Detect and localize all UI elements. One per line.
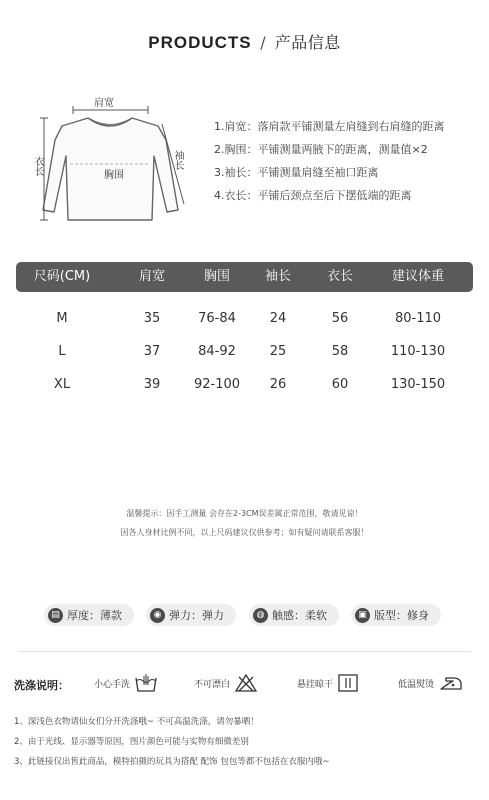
care-title: 洗涤说明： bbox=[14, 679, 69, 692]
care-label: 小心手洗 bbox=[94, 679, 131, 690]
cell-shoulder: 39 bbox=[143, 377, 161, 392]
cell-size: M bbox=[56, 311, 68, 326]
cell-sleeve: 26 bbox=[269, 377, 287, 392]
measurement-notes bbox=[214, 115, 445, 207]
fit-icon: ▣ bbox=[355, 608, 370, 623]
low-iron-icon bbox=[438, 673, 464, 693]
note-shoulder: 1.肩宽：落肩款平铺测量左肩缝到右肩缝的距离 bbox=[214, 120, 445, 133]
header-shoulder: 肩宽 bbox=[138, 269, 166, 284]
cell-length: 58 bbox=[331, 344, 349, 359]
header-size: 尺码(CM) bbox=[33, 269, 91, 284]
length-label: 衣长 bbox=[32, 156, 43, 176]
cell-size: L bbox=[58, 344, 66, 359]
touch-icon: ◍ bbox=[253, 608, 268, 623]
attribute-fit bbox=[351, 604, 441, 626]
cell-length: 56 bbox=[331, 311, 349, 326]
title-english: PRODUCTS bbox=[148, 33, 252, 52]
attribute-label: 版型：修身 bbox=[374, 609, 429, 622]
cell-chest: 76-84 bbox=[198, 311, 236, 326]
note-length: 4.衣长：平铺后颈点至后下摆低端的距离 bbox=[214, 189, 412, 202]
attribute-elasticity bbox=[146, 604, 236, 626]
shoulder-label: 肩宽 bbox=[94, 98, 114, 109]
footer-note: 1、深浅色衣物请仙女们分开洗涤哦~ 不可高温洗涤，请勿暴晒！ bbox=[14, 717, 259, 727]
attribute-label: 触感：柔软 bbox=[272, 609, 327, 622]
cell-chest: 84-92 bbox=[198, 344, 236, 359]
garment-diagram bbox=[28, 92, 198, 232]
footer-note: 2、由于光线、显示器等原因，图片颜色可能与实物有细微差别 bbox=[14, 737, 249, 747]
size-table-header bbox=[16, 262, 473, 292]
cell-shoulder: 37 bbox=[143, 344, 161, 359]
elasticity-icon: ◉ bbox=[150, 608, 165, 623]
hang-dry-icon bbox=[337, 673, 359, 693]
page-title bbox=[0, 30, 489, 53]
care-no-bleach bbox=[194, 673, 258, 693]
cell-sleeve: 24 bbox=[269, 311, 287, 326]
size-advice-tip: 因各人身材比例不同，以上尺码建议仅供参考；如有疑问请联系客服！ bbox=[120, 528, 369, 537]
header-length: 衣长 bbox=[326, 269, 354, 284]
note-sleeve: 3.袖长：平铺测量肩缝至袖口距离 bbox=[214, 166, 379, 179]
cell-sleeve: 25 bbox=[269, 344, 287, 359]
header-sleeve: 袖长 bbox=[264, 269, 292, 284]
attribute-thickness bbox=[44, 604, 134, 626]
section-divider bbox=[18, 651, 471, 652]
cell-length: 60 bbox=[331, 377, 349, 392]
care-hang-dry bbox=[297, 673, 359, 693]
header-weight: 建议体重 bbox=[391, 269, 445, 284]
attribute-label: 厚度：薄款 bbox=[67, 609, 122, 622]
attribute-label: 弹力：弹力 bbox=[169, 609, 224, 622]
title-separator: / bbox=[260, 33, 267, 52]
chest-label: 胸围 bbox=[104, 170, 124, 181]
cell-weight: 110-130 bbox=[390, 344, 446, 359]
care-label: 悬挂晾干 bbox=[297, 679, 334, 690]
footer-notes bbox=[14, 712, 329, 772]
note-chest: 2.胸围：平铺测量两腋下的距离，测量值×2 bbox=[214, 143, 428, 156]
care-label: 低温熨烫 bbox=[398, 679, 435, 690]
cell-weight: 80-110 bbox=[394, 311, 442, 326]
measurement-tip: 温馨提示：因手工测量 会存在2-3CM误差属正常范围，敬请见谅！ bbox=[126, 509, 363, 518]
care-low-iron bbox=[398, 673, 464, 693]
footer-note: 3、此链接仅出售此商品，模特拍摄的玩具为搭配 配饰 包包等都不包括在衣服内哦~ bbox=[14, 757, 330, 767]
hand-wash-icon bbox=[134, 673, 158, 693]
attribute-touch bbox=[249, 604, 339, 626]
cell-weight: 130-150 bbox=[390, 377, 446, 392]
sleeve-label: 袖长 bbox=[172, 150, 183, 170]
cell-size: XL bbox=[53, 377, 71, 392]
cell-shoulder: 35 bbox=[143, 311, 161, 326]
care-label: 不可漂白 bbox=[194, 679, 231, 690]
header-chest: 胸围 bbox=[203, 269, 231, 284]
cell-chest: 92-100 bbox=[193, 377, 241, 392]
thickness-icon: ▤ bbox=[48, 608, 63, 623]
title-chinese: 产品信息 bbox=[274, 33, 341, 52]
no-bleach-icon bbox=[234, 673, 258, 693]
care-hand-wash bbox=[94, 673, 158, 693]
